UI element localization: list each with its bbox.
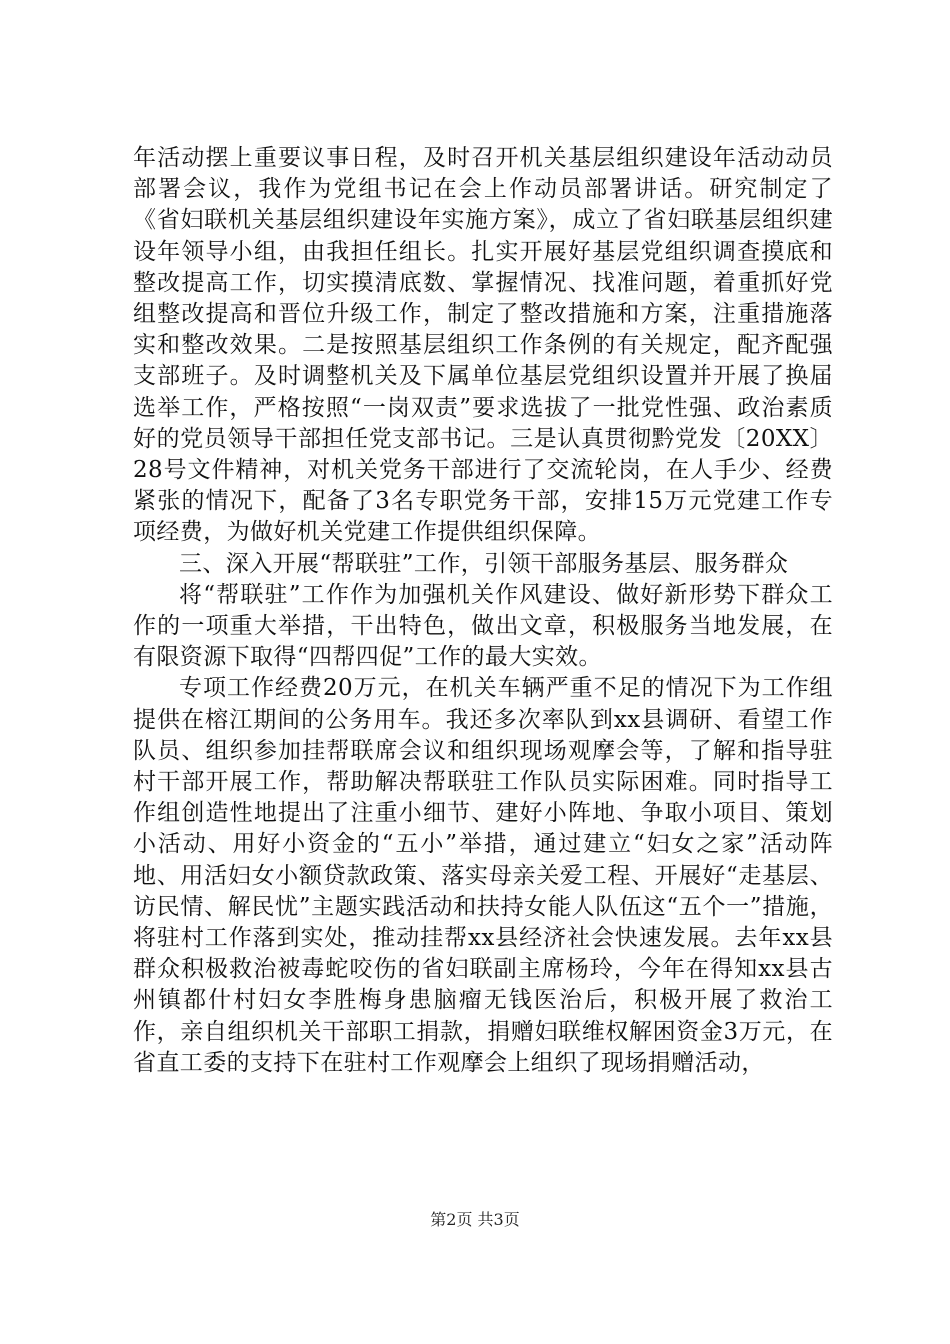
page-number-footer: 第2页 共3页 [430,1210,520,1229]
paragraph-party-building: 年活动摆上重要议事日程，及时召开机关基层组织建设年活动动员部署会议，我作为党组书记在会上作动员部署讲话。研究制定了《省妇联机关基层组织建设年实施方案》，成立了省妇联基层组织建设年领导小组，由我担任组长。扎实开展好基层党组织调查摸底和整改提高工作，切实摸清底数、掌握情况、找准问题，着重抓好党组整改提高和晋位升级工作，制定了整改措施和方案，注重措施落实和整改效果。二是按照基层组织工作条例的有关规定，配齐配强支部班子。及时调整机关及下属单位基层党组织设置并开展了换届选举工作，严格按照“一岗双责”要求选拔了一批党性强、政治素质好的党员领导干部担任党支部书记。三是认真贯彻黔党发〔20XX〕28号文件精神，对机关党务干部进行了交流轮岗，在人手少、经费紧张的情况下，配备了3名专职党务干部，安排15万元党建工作专项经费，为做好机关党建工作提供组织保障。 [133,145,833,546]
paragraph-bang-lian-zhu-intro: 将“帮联驻”工作作为加强机关作风建设、做好新形势下群众工作的一项重大举措，干出特色，做出文章，积极服务当地发展，在有限资源下取得“四帮四促”工作的最大实效。 [133,581,833,671]
document-body [133,143,833,1079]
paragraph-special-funds: 专项工作经费20万元，在机关车辆严重不足的情况下为工作组提供在榕江期间的公务用车。我还多次率队到xx县调研、看望工作队员、组织参加挂帮联席会议和组织现场观摩会等，了解和指导驻村干部开展工作，帮助解决帮联驻工作队员实际困难。同时指导工作组创造性地提出了注重小细节、建好小阵地、争取小项目、策划小活动、用好小资金的“五小”举措，通过建立“妇女之家”活动阵地、用活妇女小额贷款政策、落实母亲关爱工程、开展好“走基层、访民情、解民忧”主题实践活动和扶持女能人队伍这“五个一”措施，将驻村工作落到实处，推动挂帮xx县经济社会快速发展。去年xx县群众积极救治被毒蛇咬伤的省妇联副主席杨玲，今年在得知xx县古州镇都什村妇女李胜梅身患脑瘤无钱医治后，积极开展了救治工作，亲自组织机关干部职工捐款，捐赠妇联维权解困资金3万元，在省直工委的支持下在驻村工作观摩会上组织了现场捐赠活动， [133,675,833,1076]
section-heading-bang-lian-zhu: 三、深入开展“帮联驻”工作，引领干部服务基层、服务群众 [179,550,789,577]
